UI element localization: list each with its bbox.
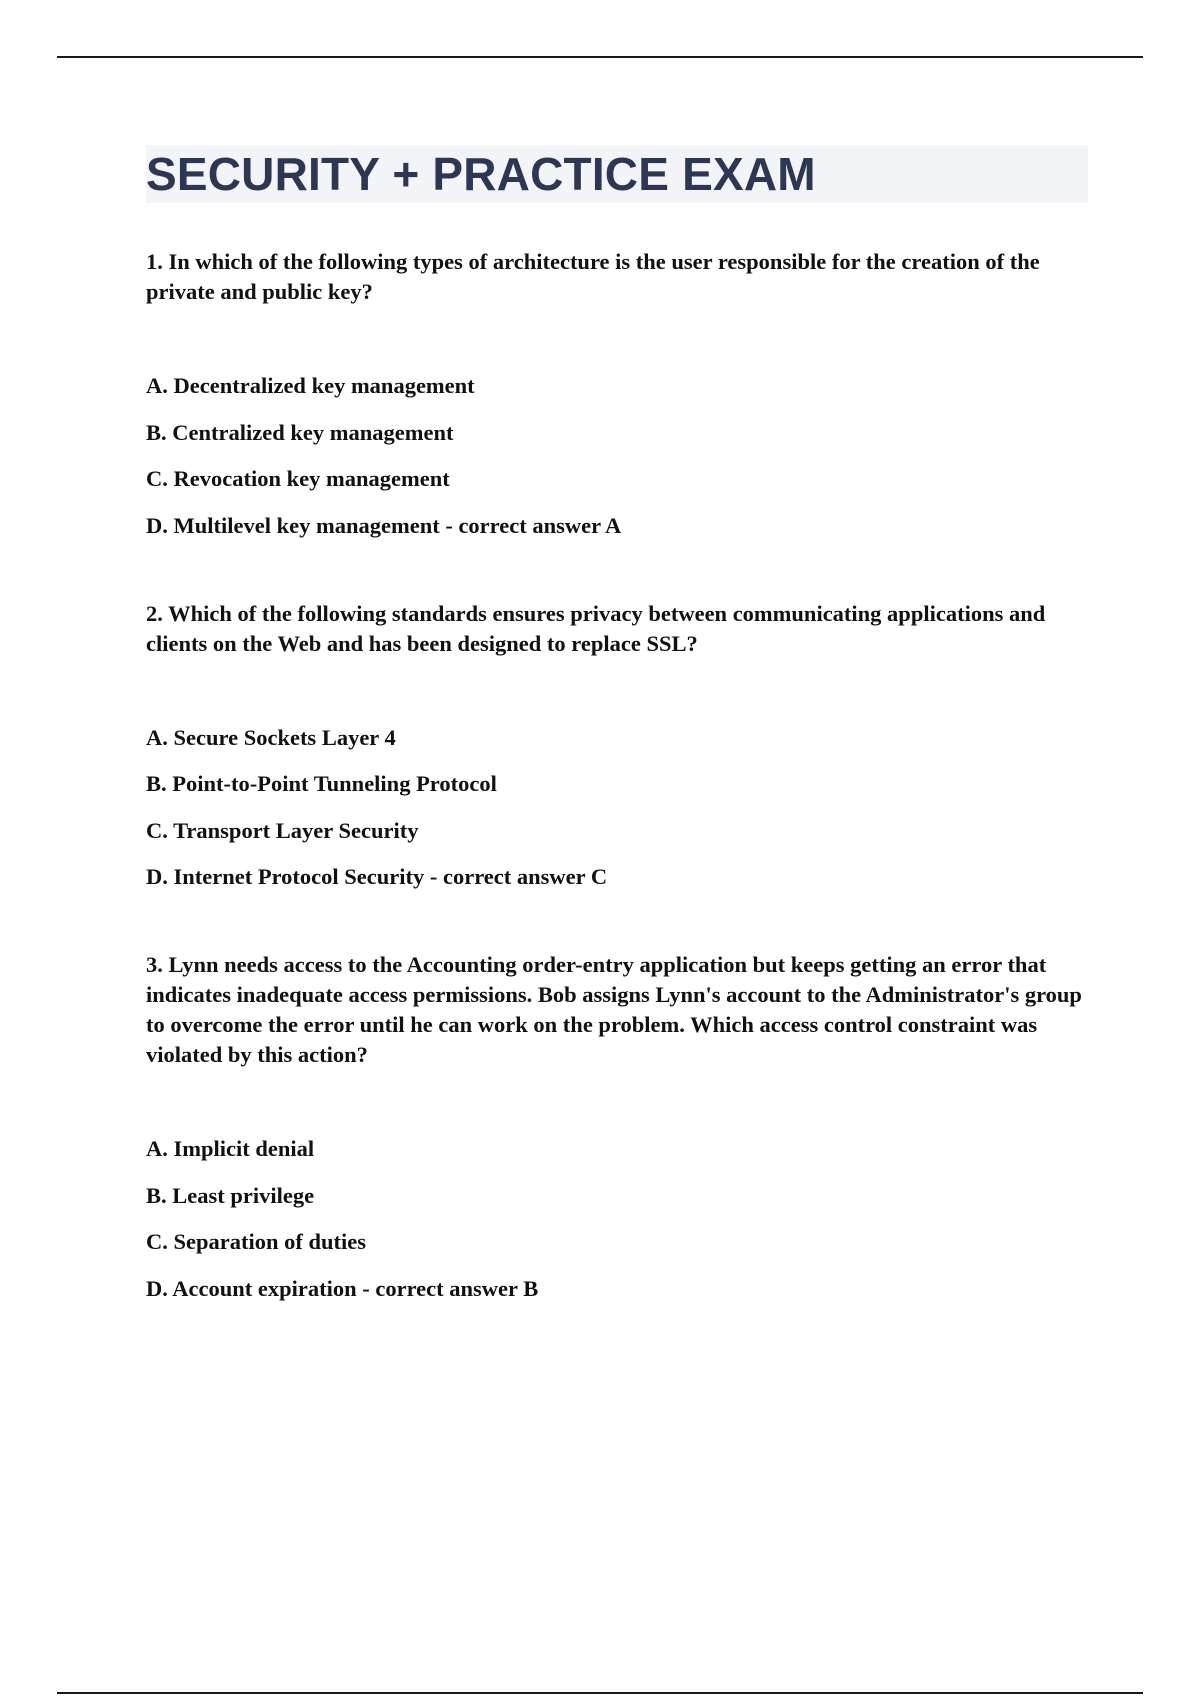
answer-option: A. Decentralized key management bbox=[146, 373, 475, 398]
title-banner bbox=[146, 145, 1088, 203]
answer-option: D. Internet Protocol Security - correct answer C bbox=[146, 864, 608, 889]
question-text: 3. Lynn needs access to the Accounting order-entry application but keeps getting an error that indicates inadequate access permissions. Bob assigns Lynn's account to the Administrator's group to overcome the error until he can work on the problem. Which access control constraint was violated by this action? bbox=[146, 952, 1082, 1067]
document-body bbox=[146, 145, 1088, 1362]
answer-option: B. Least privilege bbox=[146, 1182, 315, 1208]
answer-option: C. Revocation key management bbox=[146, 466, 450, 491]
page-title: SECURITY + PRACTICE EXAM bbox=[146, 148, 816, 200]
answer-option: D. Multilevel key management - correct answer A bbox=[146, 512, 622, 538]
bottom-rule bbox=[57, 1692, 1143, 1694]
answer-option: C. Separation of duties bbox=[146, 1229, 367, 1254]
question-1 bbox=[146, 247, 1088, 541]
question-text: 1. In which of the following types of architecture is the user responsible for the creation of the private and public key? bbox=[146, 249, 1040, 304]
answer-option: C. Transport Layer Security bbox=[146, 817, 419, 843]
answer-option: D. Account expiration - correct answer B bbox=[146, 1275, 539, 1301]
answer-option: A. Implicit denial bbox=[146, 1136, 315, 1161]
question-3 bbox=[146, 950, 1088, 1304]
question-2 bbox=[146, 599, 1088, 893]
question-text: 2. Which of the following standards ensures privacy between communicating applications and clients on the Web and has been designed to replace SSL? bbox=[146, 600, 1046, 656]
answer-option: A. Secure Sockets Layer 4 bbox=[146, 724, 396, 750]
answer-option: B. Centralized key management bbox=[146, 419, 454, 445]
top-rule bbox=[57, 56, 1143, 58]
answer-option: B. Point-to-Point Tunneling Protocol bbox=[146, 771, 497, 796]
